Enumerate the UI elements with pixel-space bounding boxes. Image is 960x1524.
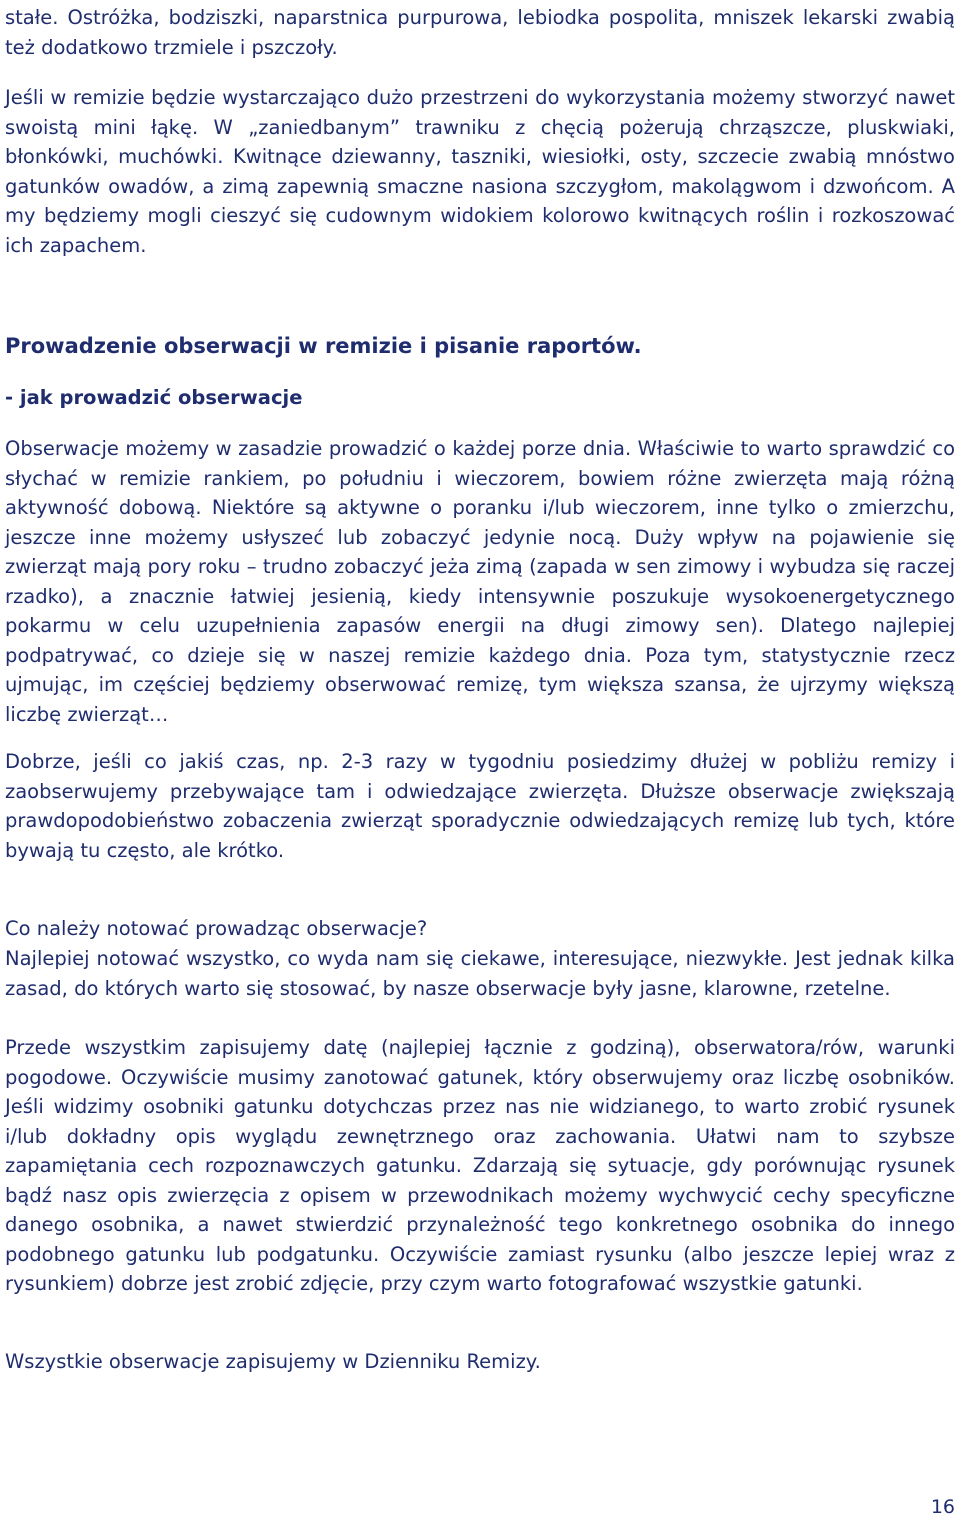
section-heading: Prowadzenie obserwacji w remizie i pisanie raportów. [5,334,642,358]
paragraph-recording-details: Przede wszystkim zapisujemy datę (najlepiej łącznie z godziną), obserwatora/rów, warunki pogodowe. Oczywiście musimy zanotować gatunek, który obserwujemy oraz liczbę osobników. Jeśli widzimy osobniki gatunku dotychczas przez nas nie widzianego, to warto zrobić rysunek i/lub dokładny opis wyglądu zewnętrznego oraz zachowania. Ułatwi nam to szybsze zapamiętania cech rozpoznawczych gatunku. Zdarzają się sytuacje, gdy porównując rysunek bądź nasz opis zwierzęcia z opisem w przewodnikach możemy wychwycić cechy specyficzne danego osobnika, a nawet stwierdzić przynależność tego konkretnego osobnika do innego podobnego gatunku lub podgatunku. Oczywiście zamiast rysunku (albo jeszcze lepiej wraz z rysunkiem) dobrze jest zrobić zdjęcie, przy czym warto fotografować wszystkie gatunki. [5,1036,955,1295]
subsection-heading: - jak prowadzić obserwacje [5,386,303,409]
paragraph-meadow: Jeśli w remizie będzie wystarczająco dużo przestrzeni do wykorzystania możemy stworzyć nawet swoistą mini łąkę. W „zaniedbanym” trawniku z chęcią pożerują chrząszcze, pluskwiaki, błonkówki, muchówki. Kwitnące dziewanny, taszniki, wiesiołki, osty, szczecie zwabią mnóstwo gatunków owadów, a zimą zapewnią smaczne nasiona szczygłom, makolągwom i dzwońcom. A my będziemy mogli cieszyć się cudownym widokiem kolorowo kwitnących roślin i rozkoszować ich zapachem. [5,86,955,257]
paragraph-observation-times: Obserwacje możemy w zasadzie prowadzić o każdej porze dnia. Właściwie to warto sprawdzić co słychać w remizie rankiem, po południu i wieczorem, bowiem różne zwierzęta mają różną aktywność dobową. Niektóre są aktywne o poranku i/lub wieczorem, inne tylko o zmierzchu, jeszcze inne możemy usłyszeć lub zobaczyć jedynie nocą. Duży wpływ na pojawienie się zwierząt mają pory roku – trudno zobaczyć jeża zimą (zapada w sen zimowy i wybudza się raczej rzadko), a znacznie łatwiej jesienią, kiedy intensywnie poszukuje wysokoenergetycznego pokarmu w celu uzupełnienia zapasów energii na długi zimowy sen). Dlatego najlepiej podpatrywać, co dzieje się w naszej remizie każdego dnia. Poza tym, statystycznie rzecz ujmując, im częściej będziemy obserwować remizę, tym większa szansa, że ujrzymy większą liczbę zwierząt… [5,437,955,726]
paragraph-observation-frequency: Dobrze, jeśli co jakiś czas, np. 2-3 razy w tygodniu posiedzimy dłużej w pobliżu remizy i zaobserwujemy przebywające tam i odwiedzające zwierzęta. Dłuższe obserwacje zwiększają prawdopodobieństwo zobaczenia zwierząt sporadycznie odwiedzających remizę lub tych, które bywają tu często, ale krótko. [5,750,955,862]
page-number: 16 [930,1496,955,1518]
paragraph-intro-continuation: stałe. Ostróżka, bodziszki, naparstnica purpurowa, lebiodka pospolita, mniszek lekarski zwabią też dodatkowo trzmiele i pszczoły. [5,6,955,59]
paragraph-note-everything: Najlepiej notować wszystko, co wyda nam się ciekawe, interesujące, niezwykłe. Jest jednak kilka zasad, do których warto się stosować, by nasze obserwacje były jasne, klarowne, rzetelne. [5,947,955,1000]
paragraph-diary: Wszystkie obserwacje zapisujemy w Dzienniku Remizy. [5,1350,541,1373]
question-what-to-note: Co należy notować prowadząc obserwacje? [5,917,428,940]
